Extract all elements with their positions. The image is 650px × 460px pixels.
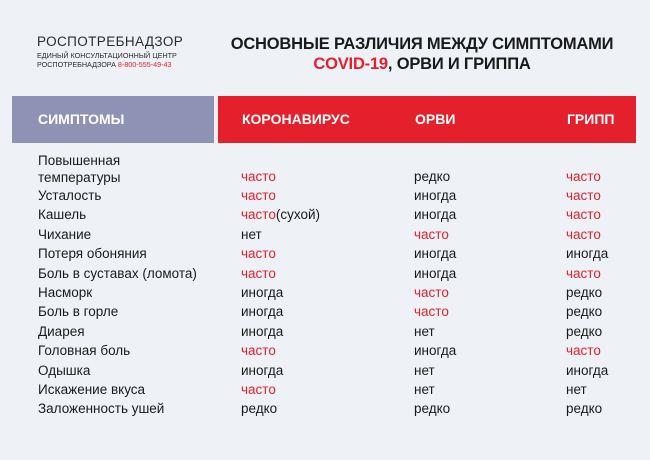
title-line-2-rest: , ОРВИ И ГРИППА bbox=[387, 55, 531, 73]
title-line-1: ОСНОВНЫЕ РАЗЛИЧИЯ МЕЖДУ СИМПТОМАМИ bbox=[230, 35, 614, 53]
table-row bbox=[0, 380, 650, 399]
covid-value-main: часто bbox=[241, 207, 276, 223]
covid-value: редко bbox=[241, 401, 278, 417]
flu-value: часто bbox=[566, 188, 601, 203]
flu-value: часто bbox=[566, 265, 601, 281]
table-row bbox=[0, 361, 650, 380]
covid-value: иногда bbox=[241, 304, 284, 320]
flu-value: часто bbox=[566, 226, 601, 242]
symptom-name: Диарея bbox=[38, 323, 85, 339]
header bbox=[0, 0, 650, 96]
orvi-value: иногда bbox=[414, 246, 457, 262]
flu-value: часто bbox=[566, 169, 601, 184]
covid-value: часто bbox=[241, 188, 276, 203]
orvi-value: иногда bbox=[414, 265, 457, 281]
covid-value-note: (сухой) bbox=[275, 207, 320, 223]
covid-value: часто bbox=[241, 343, 276, 359]
orvi-value: иногда bbox=[414, 207, 457, 223]
flu-value: иногда bbox=[566, 246, 609, 262]
orvi-value: часто bbox=[414, 284, 449, 300]
org-sub-name: РОСПОТРЕБНАДЗОРА bbox=[37, 59, 116, 69]
title-line-2 bbox=[212, 54, 632, 74]
flu-value: редко bbox=[566, 323, 603, 339]
orvi-value: редко bbox=[414, 401, 451, 417]
table-row bbox=[0, 341, 650, 360]
symptom-name: Одышка bbox=[38, 362, 91, 378]
symptom-name: Насморк bbox=[38, 284, 93, 300]
orvi-value: редко bbox=[414, 169, 451, 184]
symptom-name: Боль в горле bbox=[38, 304, 119, 320]
symptom-name: Потеря обоняния bbox=[38, 246, 147, 262]
covid-value: часто bbox=[241, 246, 276, 262]
covid-value: иногда bbox=[241, 284, 284, 300]
symptom-name: Боль в суставах (ломота) bbox=[38, 265, 197, 281]
covid-value: иногда bbox=[241, 362, 284, 378]
orvi-value: часто bbox=[414, 304, 449, 320]
orvi-value: иногда bbox=[414, 343, 457, 359]
symptom-name: Усталость bbox=[38, 188, 102, 203]
table-row bbox=[0, 302, 650, 321]
flu-value: часто bbox=[566, 207, 601, 223]
symptom-table-body bbox=[0, 153, 650, 419]
orvi-value: иногда bbox=[414, 188, 457, 203]
page-title bbox=[212, 34, 632, 74]
organization-name: РОСПОТРЕБНАДЗОР bbox=[37, 34, 184, 49]
flu-value: редко bbox=[566, 304, 603, 320]
table-row bbox=[0, 399, 650, 418]
covid-value bbox=[241, 205, 320, 224]
symptom-line-1: Повышенная bbox=[38, 153, 121, 168]
column-header-covid: КОРОНАВИРУС bbox=[242, 111, 350, 127]
table-row bbox=[0, 283, 650, 302]
flu-value: часто bbox=[566, 343, 601, 359]
table-row bbox=[0, 205, 650, 224]
org-sub-line-2 bbox=[37, 61, 183, 70]
symptom-name: Искажение вкуса bbox=[38, 381, 146, 397]
flu-value: нет bbox=[566, 381, 587, 397]
covid-value: часто bbox=[241, 169, 276, 184]
symptom-name: Кашель bbox=[38, 207, 87, 223]
covid-value: часто bbox=[241, 265, 276, 281]
covid-value: иногда bbox=[241, 323, 284, 339]
orvi-value: нет bbox=[414, 362, 435, 378]
flu-value: редко bbox=[566, 401, 603, 417]
organization-subtitle bbox=[37, 52, 183, 69]
symptom-name: Чихание bbox=[38, 226, 92, 242]
hotline-phone: 8-800-555-49-43 bbox=[117, 59, 172, 69]
column-header-orvi: ОРВИ bbox=[415, 111, 456, 127]
table-row bbox=[0, 186, 650, 205]
orvi-value: часто bbox=[414, 226, 449, 242]
symptom-name: Головная боль bbox=[38, 343, 131, 359]
table-row bbox=[0, 264, 650, 283]
covid-value: часто bbox=[241, 381, 276, 397]
symptom-line-2: температуры bbox=[38, 169, 121, 185]
table-row bbox=[0, 322, 650, 341]
flu-value: редко bbox=[566, 284, 603, 300]
symptom-name: Заложенность ушей bbox=[38, 401, 165, 417]
title-accent: COVID-19 bbox=[313, 55, 388, 73]
column-header-flu: ГРИПП bbox=[567, 111, 615, 127]
orvi-value: нет bbox=[414, 381, 435, 397]
table-row bbox=[0, 153, 650, 186]
covid-value: нет bbox=[241, 226, 262, 242]
flu-value: иногда bbox=[566, 362, 609, 378]
table-row bbox=[0, 244, 650, 263]
column-header-symptoms: СИМПТОМЫ bbox=[12, 96, 214, 143]
orvi-value: нет bbox=[414, 323, 435, 339]
table-header bbox=[0, 96, 650, 143]
org-sub-line-1: ЕДИНЫЙ КОНСУЛЬТАЦИОННЫЙ ЦЕНТР bbox=[37, 51, 177, 60]
symptom-name bbox=[38, 153, 228, 186]
organization-block bbox=[37, 34, 183, 69]
table-row bbox=[0, 225, 650, 244]
